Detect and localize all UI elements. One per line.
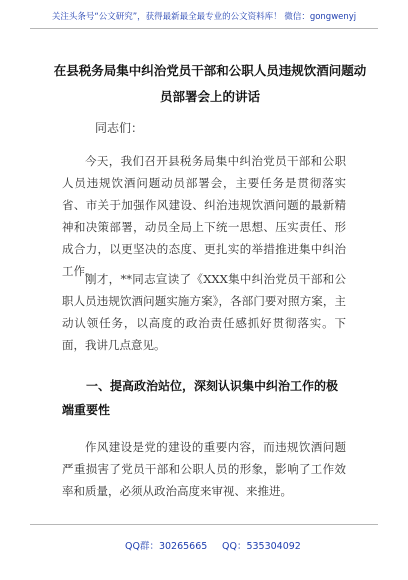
- footer-qq-group: QQ群：30265665: [125, 541, 208, 552]
- paragraph-plan: 刚才，**同志宣读了《XXX集中纠治党员干部和公职人员违规饮酒问题实施方案》，各部门要对照方案，主动认领任务，以高度的政治责任感抓好贯彻落实。下面，我讲几点意见。: [62, 272, 346, 352]
- salutation: 同志们：: [95, 121, 144, 135]
- paragraph-intro: 今天，我们召开县税务局集中纠治党员干部和公职人员违规饮酒问题动员部署会，主要任务是贯彻落实省、市关于加强作风建设、纠治违规饮酒问题的最新精神和决策部署，动员全局上下统一思想、压实责任、形成合力，以更坚决的态度、更扎实的举措推进集中纠治工作。: [62, 154, 346, 278]
- section-heading: 一、提高政治站位，深刻认识集中纠治工作的极端重要性: [62, 379, 339, 417]
- footer-qq: QQ：535304092: [222, 541, 301, 552]
- header-promo-text: 关注头条号“公文研究”，获得最新最全最专业的公文资料库！ 微信：gongwenyj: [51, 12, 357, 22]
- page-header: [30, 6, 378, 29]
- paragraph-section-body: 作风建设是党的建设的重要内容，而违规饮酒问题严重损害了党员干部和公职人员的形象，影响了工作效率和质量，必须从政治高度来审视、来推进。: [62, 440, 346, 498]
- document-title: 在县税务局集中纠治党员干部和公职人员违规饮酒问题动员部署会上的讲话: [53, 63, 367, 104]
